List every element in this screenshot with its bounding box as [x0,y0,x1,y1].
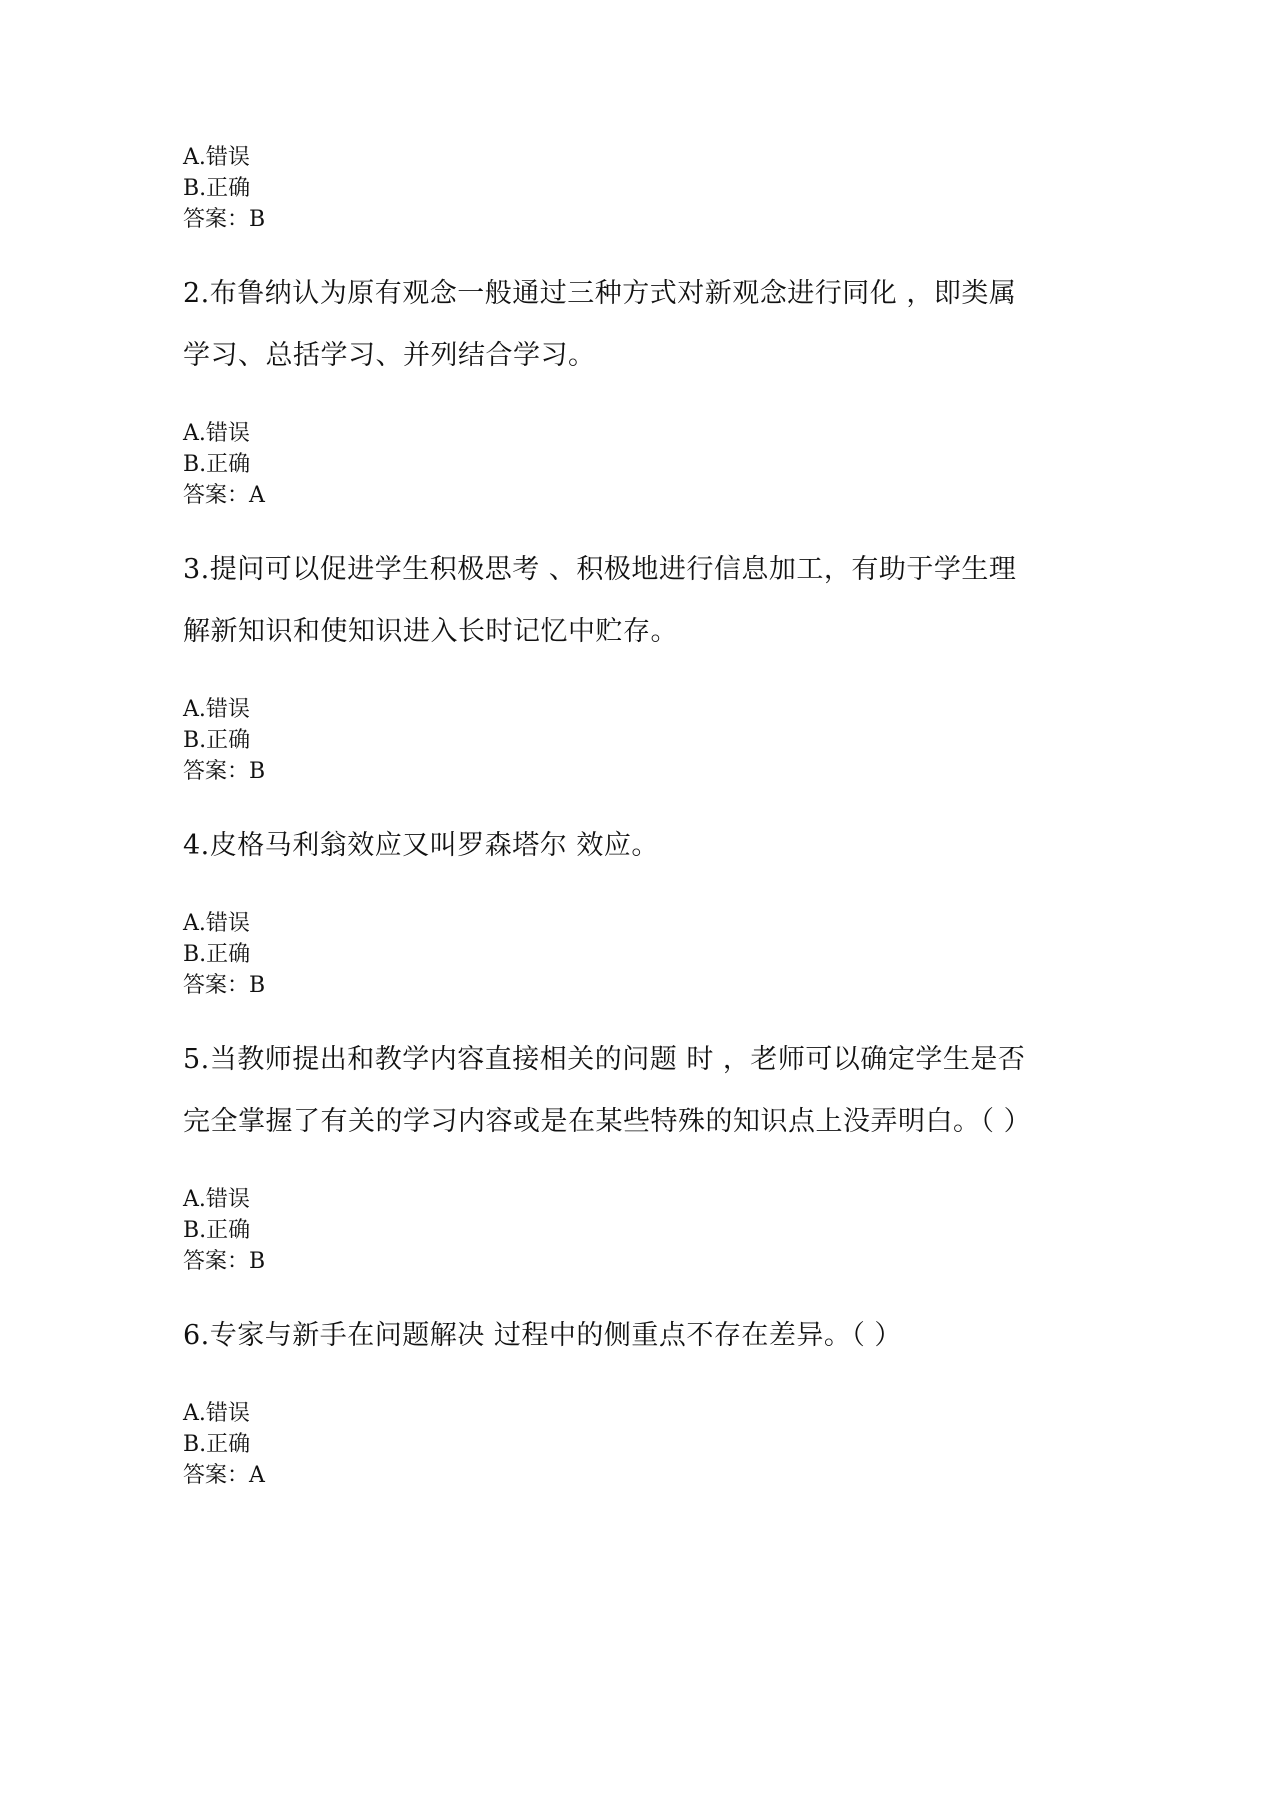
option-a: A.错误 [183,421,250,446]
answer: 答案：B [183,973,266,998]
question-text-line: 3.提问可以促进学生积极思考 、积极地进行信息加工，有助于学生理 [183,554,1017,585]
question-text-line: 5.当教师提出和教学内容直接相关的问题 时 ，老师可以确定学生是否 [183,1044,1026,1075]
option-a: A.错误 [183,1401,250,1426]
answer: 答案：B [183,207,266,232]
option-b: B.正确 [183,1218,251,1243]
answer: 答案：A [183,1463,265,1488]
option-a: A.错误 [183,145,250,170]
option-a: A.错误 [183,697,250,722]
option-a: A.错误 [183,1187,250,1212]
answer: 答案：A [183,483,265,508]
option-b: B.正确 [183,176,251,201]
option-a: A.错误 [183,911,250,936]
question-text-line: 2.布鲁纳认为原有观念一般通过三种方式对新观念进行同化 ，即类属 [183,278,1017,309]
question-text-line: 4.皮格马利翁效应又叫罗森塔尔 效应。 [183,830,659,861]
question-text-line: 完全掌握了有关的学习内容或是在某些特殊的知识点上没弄明白。（ ） [183,1106,1032,1137]
option-b: B.正确 [183,1432,251,1457]
option-b: B.正确 [183,942,251,967]
answer: 答案：B [183,759,266,784]
option-b: B.正确 [183,452,251,477]
option-b: B.正确 [183,728,251,753]
answer: 答案：B [183,1249,266,1274]
question-text-line: 学习、总括学习、并列结合学习。 [183,340,596,371]
question-text-line: 解新知识和使知识进入长时记忆中贮存。 [183,616,678,647]
question-text-line: 6.专家与新手在问题解决 过程中的侧重点不存在差异。（ ） [183,1320,902,1351]
